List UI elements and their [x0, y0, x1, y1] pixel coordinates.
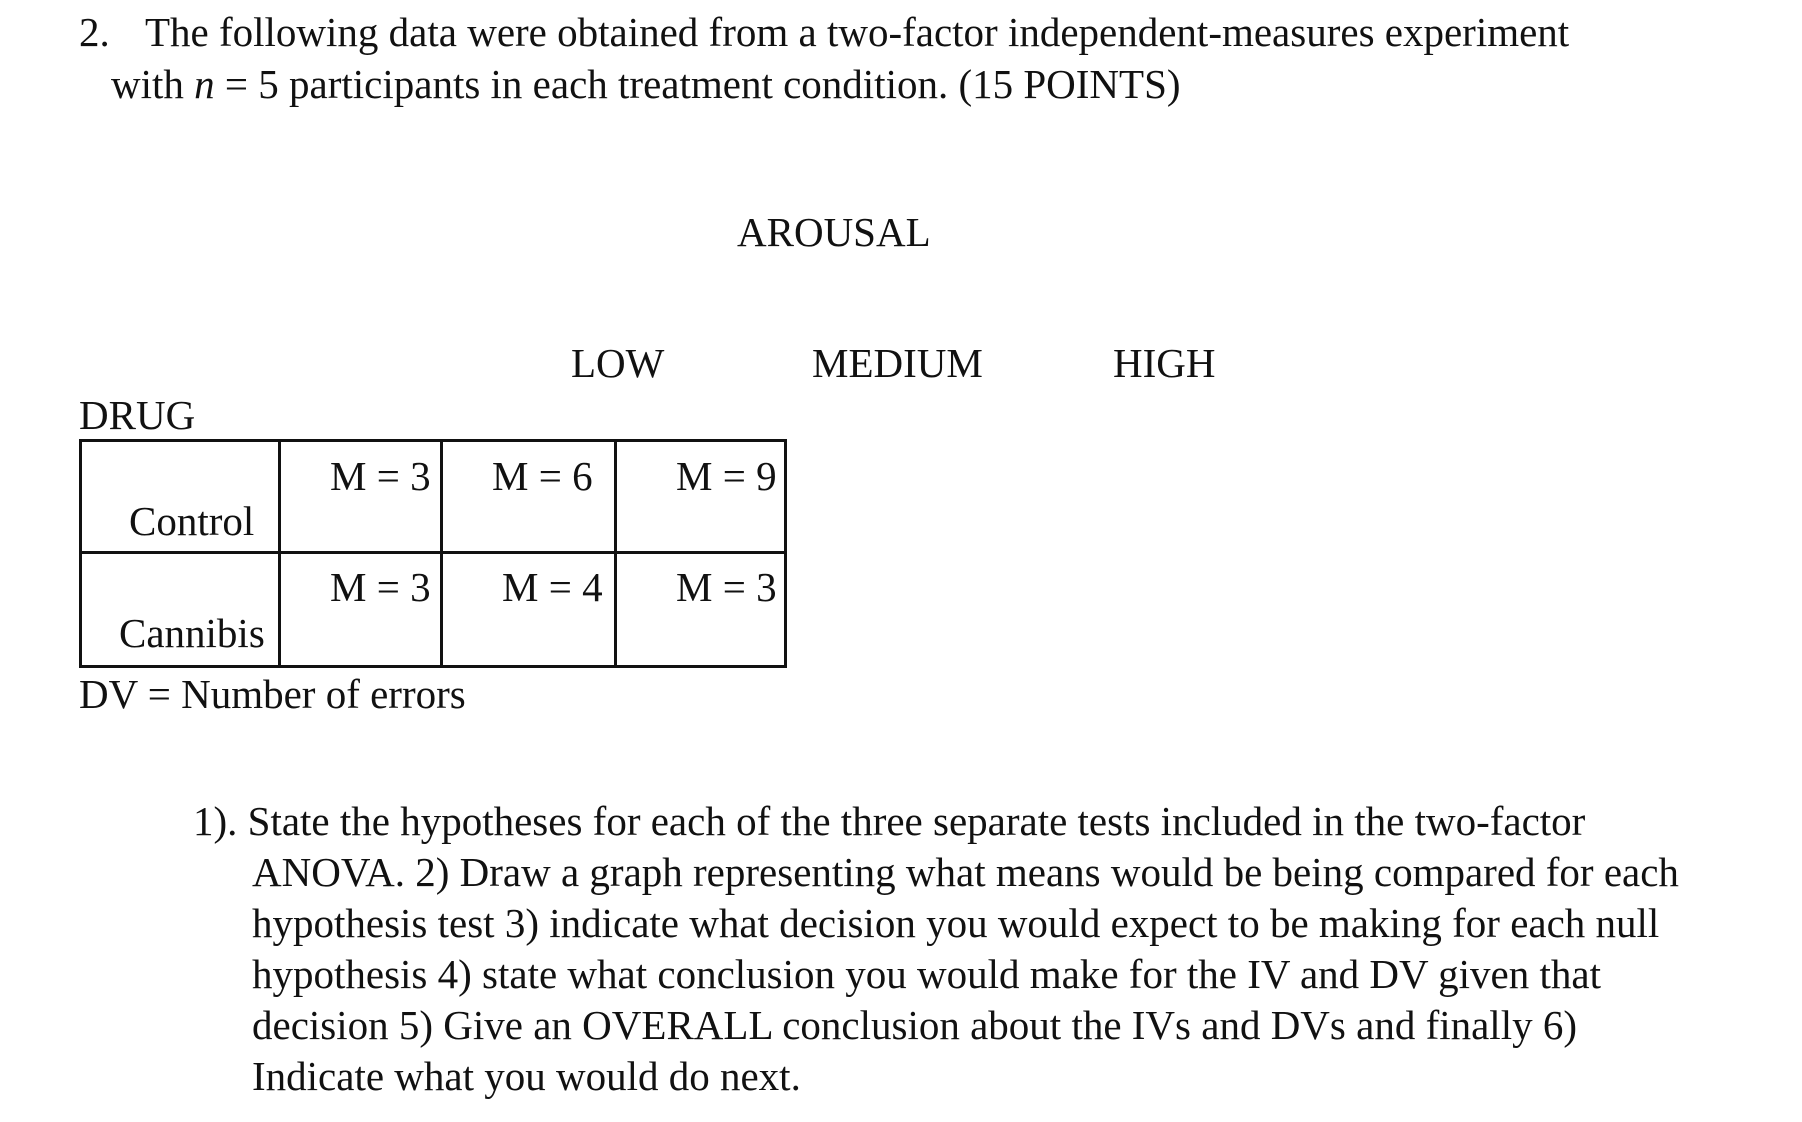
instruction-line: decision 5) Give an OVERALL conclusion about the IVs and DVs and finally 6)	[252, 1002, 1577, 1048]
instruction-line: hypothesis 4) state what conclusion you would make for the IV and DV given that	[252, 951, 1601, 997]
mean-control-high: M = 9	[676, 453, 777, 499]
question-line-2	[111, 58, 1181, 110]
n-symbol: n	[194, 61, 215, 107]
question-text-1: The following data were obtained from a two-factor independent-measures experiment	[145, 9, 1570, 55]
table-border-left	[79, 439, 82, 668]
level-high-label: HIGH	[1113, 340, 1216, 386]
mean-cannibis-low: M = 3	[330, 564, 431, 610]
table-border-right	[784, 439, 787, 668]
mean-cannibis-high: M = 3	[676, 564, 777, 610]
table-row-divider	[79, 551, 787, 554]
arousal-factor-label: AROUSAL	[737, 209, 931, 255]
instruction-line: hypothesis test 3) indicate what decision you would expect to be making for each null	[252, 900, 1660, 946]
level-medium-label: MEDIUM	[812, 340, 983, 386]
level-low-label: LOW	[571, 340, 665, 386]
table-col-divider-1	[278, 439, 281, 668]
drug-factor-label: DRUG	[79, 392, 196, 438]
question-line-1	[79, 6, 1569, 58]
table-col-divider-2	[440, 439, 443, 668]
instructions-paragraph	[193, 796, 1793, 1102]
instruction-line: 1). State the hypotheses for each of the three separate tests included in the two-factor	[193, 798, 1586, 844]
row-label-control: Control	[129, 498, 255, 544]
table-col-divider-3	[614, 439, 617, 668]
means-table	[79, 439, 787, 668]
instruction-line: Indicate what you would do next.	[252, 1053, 801, 1099]
mean-cannibis-medium: M = 4	[502, 564, 603, 610]
question-number: 2.	[79, 9, 110, 55]
dv-note: DV = Number of errors	[79, 671, 466, 717]
instruction-line: ANOVA. 2) Draw a graph representing what means would be being compared for each	[252, 849, 1679, 895]
table-border-top	[79, 439, 787, 442]
mean-control-low: M = 3	[330, 453, 431, 499]
row-label-cannibis: Cannibis	[119, 610, 265, 656]
question-text-2b: = 5 participants in each treatment condition. (15 POINTS)	[214, 61, 1181, 107]
question-text-2a: with	[111, 61, 195, 107]
mean-control-medium: M = 6	[492, 453, 593, 499]
